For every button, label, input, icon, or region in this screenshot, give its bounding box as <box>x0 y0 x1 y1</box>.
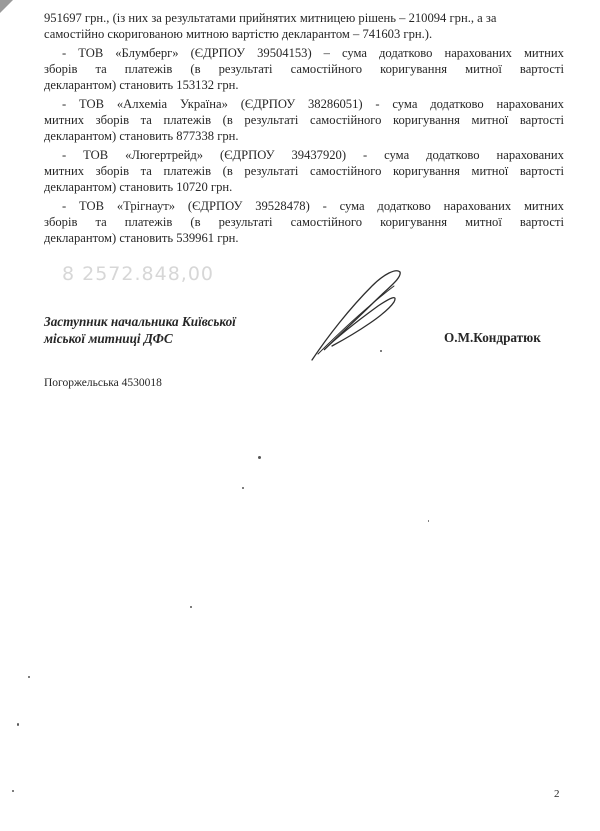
word: ТОВ <box>79 199 105 213</box>
scan-speck <box>428 520 429 522</box>
word: (в <box>222 113 233 127</box>
entry-line <box>44 147 564 163</box>
word: самостійного <box>290 215 363 229</box>
word: платежів <box>124 215 173 229</box>
word: нарахованих <box>496 97 564 111</box>
word: результаті <box>244 164 299 178</box>
word: додатково <box>426 148 480 162</box>
word: зборів <box>95 164 130 178</box>
word: результаті <box>218 215 273 229</box>
word: (ЄДРПОУ <box>187 199 243 213</box>
word: самостійного <box>290 62 363 76</box>
word: платежів <box>124 62 173 76</box>
word: - <box>362 148 368 162</box>
word: нарахованих <box>444 46 512 60</box>
word: - <box>322 199 327 213</box>
entry-amount-line: декларантом) становить 539961 грн. <box>44 231 239 245</box>
scan-speck <box>190 606 192 608</box>
word: митних <box>44 113 84 127</box>
word: ТОВ <box>83 148 109 162</box>
signatory-position <box>44 313 236 347</box>
word: результаті <box>244 113 299 127</box>
word: вартості <box>519 164 564 178</box>
word: митних <box>523 46 564 60</box>
word: 39437920) <box>291 148 347 162</box>
entry-line <box>44 112 564 128</box>
word: самостійного <box>309 113 382 127</box>
handwritten-signature <box>298 266 408 366</box>
word: результаті <box>218 62 273 76</box>
word: платежів <box>163 164 212 178</box>
entry-line <box>44 45 564 61</box>
scan-speck <box>28 676 30 678</box>
word: ТОВ <box>79 97 105 111</box>
word: сума <box>339 199 365 213</box>
entry-amount-line: декларантом) становить 10720 грн. <box>44 180 233 194</box>
word: вартості <box>519 113 564 127</box>
word: зборів <box>44 62 78 76</box>
position-line-1: Заступник начальника Київської <box>44 314 236 329</box>
word: (ЄДРПОУ <box>190 46 246 60</box>
word: (в <box>190 62 201 76</box>
word: платежів <box>163 113 212 127</box>
word: самостійного <box>309 164 382 178</box>
word: вартості <box>519 62 564 76</box>
word: зборів <box>44 215 78 229</box>
entry-line <box>44 61 564 77</box>
entry-amount-line: декларантом) становить 877338 грн. <box>44 129 239 143</box>
word: додатково <box>379 46 433 60</box>
faint-stamp: 8 2572.848,00 <box>62 263 215 285</box>
word: (в <box>222 164 233 178</box>
word: Україна» <box>179 97 228 111</box>
word: коригування <box>380 215 448 229</box>
word: митних <box>523 199 564 213</box>
word: додатково <box>430 97 484 111</box>
word: та <box>95 215 107 229</box>
scan-speck <box>17 723 19 726</box>
entry-amount-line: декларантом) становить 153132 грн. <box>44 78 239 92</box>
word: 39504153) <box>257 46 312 60</box>
word: - <box>375 97 380 111</box>
signatory-name: О.М.Кондратюк <box>444 330 541 345</box>
word: (ЄДРПОУ <box>240 97 296 111</box>
entry-line <box>44 198 564 214</box>
continuation-line-2: самостійно скоригованою митною вартістю декларантом – 741603 грн.). <box>44 27 433 41</box>
word: - <box>62 46 67 60</box>
scan-speck <box>242 487 244 489</box>
word: - <box>62 97 67 111</box>
document-body <box>44 10 564 246</box>
word: митної <box>471 164 509 178</box>
entry-line <box>44 214 564 230</box>
entry-line <box>44 163 564 179</box>
word: митної <box>465 62 502 76</box>
word: - <box>62 148 67 162</box>
word: – <box>323 46 330 60</box>
word: митної <box>465 215 502 229</box>
word: нарахованих <box>496 148 564 162</box>
word: ТОВ <box>78 46 104 60</box>
word: 39528478) <box>255 199 310 213</box>
word: та <box>95 62 107 76</box>
word: 38286051) <box>308 97 363 111</box>
entry-line <box>44 96 564 112</box>
word: сума <box>384 148 410 162</box>
executor-contact: Погоржельська 4530018 <box>44 377 162 389</box>
word: сума <box>341 46 367 60</box>
word: «Алхеміа <box>116 97 168 111</box>
continuation-line-1: 951697 грн., (із них за результатами прийнятих митницею рішень – 210094 грн., а за <box>44 11 497 25</box>
folded-corner <box>0 0 13 13</box>
word: коригування <box>380 62 448 76</box>
scan-speck <box>258 456 261 459</box>
word: та <box>140 113 152 127</box>
word: зборів <box>95 113 130 127</box>
word: нарахованих <box>443 199 512 213</box>
word: коригування <box>393 113 460 127</box>
word: митних <box>44 164 84 178</box>
scan-speck <box>12 790 14 792</box>
word: сума <box>392 97 418 111</box>
word: додатково <box>377 199 431 213</box>
word: - <box>62 199 67 213</box>
word: коригування <box>393 164 460 178</box>
company-entries <box>44 42 564 246</box>
word: вартості <box>519 215 564 229</box>
word: «Люгертрейд» <box>125 148 204 162</box>
word: «Трігнаут» <box>116 199 176 213</box>
word: (в <box>190 215 201 229</box>
word: «Блумберг» <box>115 46 179 60</box>
position-line-2: міської митниці ДФС <box>44 331 173 346</box>
word: митної <box>471 113 509 127</box>
page-number: 2 <box>554 788 560 800</box>
word: (ЄДРПОУ <box>220 148 275 162</box>
word: та <box>140 164 152 178</box>
scan-speck <box>380 350 382 352</box>
